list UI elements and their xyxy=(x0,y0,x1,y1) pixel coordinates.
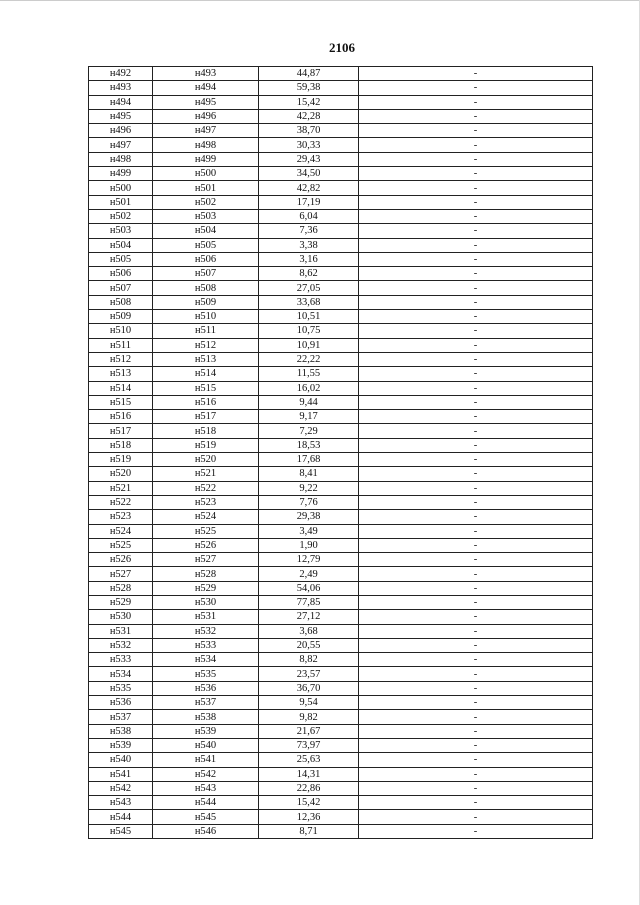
from-point-cell: н501 xyxy=(89,195,153,209)
to-point-cell: н494 xyxy=(153,81,259,95)
note-cell: - xyxy=(359,352,593,366)
table-row xyxy=(89,181,593,195)
length-cell: 10,51 xyxy=(259,310,359,324)
table-row xyxy=(89,681,593,695)
from-point-cell: н495 xyxy=(89,109,153,123)
length-cell: 3,68 xyxy=(259,624,359,638)
table-row xyxy=(89,252,593,266)
table-row xyxy=(89,653,593,667)
table-row xyxy=(89,467,593,481)
length-cell: 7,36 xyxy=(259,224,359,238)
from-point-cell: н519 xyxy=(89,453,153,467)
table-row xyxy=(89,667,593,681)
to-point-cell: н521 xyxy=(153,467,259,481)
from-point-cell: н505 xyxy=(89,252,153,266)
from-point-cell: н537 xyxy=(89,710,153,724)
to-point-cell: н516 xyxy=(153,395,259,409)
to-point-cell: н546 xyxy=(153,824,259,838)
length-cell: 77,85 xyxy=(259,595,359,609)
note-cell: - xyxy=(359,467,593,481)
to-point-cell: н527 xyxy=(153,553,259,567)
note-cell: - xyxy=(359,109,593,123)
to-point-cell: н542 xyxy=(153,767,259,781)
from-point-cell: н498 xyxy=(89,152,153,166)
table-row xyxy=(89,424,593,438)
from-point-cell: н526 xyxy=(89,553,153,567)
to-point-cell: н536 xyxy=(153,681,259,695)
to-point-cell: н525 xyxy=(153,524,259,538)
from-point-cell: н514 xyxy=(89,381,153,395)
to-point-cell: н543 xyxy=(153,781,259,795)
to-point-cell: н502 xyxy=(153,195,259,209)
length-cell: 18,53 xyxy=(259,438,359,452)
from-point-cell: н497 xyxy=(89,138,153,152)
table-row xyxy=(89,610,593,624)
from-point-cell: н494 xyxy=(89,95,153,109)
table-row xyxy=(89,524,593,538)
from-point-cell: н512 xyxy=(89,352,153,366)
from-point-cell: н541 xyxy=(89,767,153,781)
table-row xyxy=(89,595,593,609)
from-point-cell: н508 xyxy=(89,295,153,309)
note-cell: - xyxy=(359,424,593,438)
to-point-cell: н534 xyxy=(153,653,259,667)
table-row xyxy=(89,710,593,724)
note-cell: - xyxy=(359,710,593,724)
length-cell: 10,91 xyxy=(259,338,359,352)
note-cell: - xyxy=(359,124,593,138)
table-row xyxy=(89,209,593,223)
to-point-cell: н541 xyxy=(153,753,259,767)
note-cell: - xyxy=(359,681,593,695)
length-cell: 44,87 xyxy=(259,67,359,81)
table-row xyxy=(89,453,593,467)
note-cell: - xyxy=(359,410,593,424)
length-cell: 15,42 xyxy=(259,95,359,109)
table-row xyxy=(89,753,593,767)
note-cell: - xyxy=(359,67,593,81)
table-row xyxy=(89,481,593,495)
to-point-cell: н530 xyxy=(153,595,259,609)
table-row xyxy=(89,138,593,152)
from-point-cell: н522 xyxy=(89,495,153,509)
to-point-cell: н539 xyxy=(153,724,259,738)
length-cell: 3,49 xyxy=(259,524,359,538)
note-cell: - xyxy=(359,281,593,295)
from-point-cell: н521 xyxy=(89,481,153,495)
from-point-cell: н496 xyxy=(89,124,153,138)
length-cell: 16,02 xyxy=(259,381,359,395)
note-cell: - xyxy=(359,152,593,166)
from-point-cell: н503 xyxy=(89,224,153,238)
from-point-cell: н493 xyxy=(89,81,153,95)
table-row xyxy=(89,767,593,781)
table-body xyxy=(89,67,593,839)
note-cell: - xyxy=(359,338,593,352)
to-point-cell: н524 xyxy=(153,510,259,524)
table-row xyxy=(89,438,593,452)
note-cell: - xyxy=(359,810,593,824)
to-point-cell: н499 xyxy=(153,152,259,166)
from-point-cell: н507 xyxy=(89,281,153,295)
to-point-cell: н506 xyxy=(153,252,259,266)
length-cell: 29,38 xyxy=(259,510,359,524)
from-point-cell: н545 xyxy=(89,824,153,838)
note-cell: - xyxy=(359,538,593,552)
from-point-cell: н511 xyxy=(89,338,153,352)
to-point-cell: н515 xyxy=(153,381,259,395)
to-point-cell: н540 xyxy=(153,738,259,752)
from-point-cell: н540 xyxy=(89,753,153,767)
note-cell: - xyxy=(359,781,593,795)
table-row xyxy=(89,724,593,738)
from-point-cell: н532 xyxy=(89,638,153,652)
length-cell: 38,70 xyxy=(259,124,359,138)
table-row xyxy=(89,696,593,710)
from-point-cell: н544 xyxy=(89,810,153,824)
table-row xyxy=(89,195,593,209)
table-row xyxy=(89,295,593,309)
table-row xyxy=(89,738,593,752)
note-cell: - xyxy=(359,481,593,495)
note-cell: - xyxy=(359,181,593,195)
length-cell: 11,55 xyxy=(259,367,359,381)
note-cell: - xyxy=(359,567,593,581)
to-point-cell: н503 xyxy=(153,209,259,223)
note-cell: - xyxy=(359,667,593,681)
to-point-cell: н523 xyxy=(153,495,259,509)
segments-table xyxy=(88,66,593,839)
length-cell: 8,41 xyxy=(259,467,359,481)
to-point-cell: н518 xyxy=(153,424,259,438)
to-point-cell: н510 xyxy=(153,310,259,324)
table-row xyxy=(89,567,593,581)
note-cell: - xyxy=(359,95,593,109)
note-cell: - xyxy=(359,696,593,710)
length-cell: 8,62 xyxy=(259,267,359,281)
table-row xyxy=(89,810,593,824)
from-point-cell: н520 xyxy=(89,467,153,481)
note-cell: - xyxy=(359,209,593,223)
length-cell: 12,79 xyxy=(259,553,359,567)
table-row xyxy=(89,224,593,238)
length-cell: 1,90 xyxy=(259,538,359,552)
length-cell: 9,17 xyxy=(259,410,359,424)
table-row xyxy=(89,124,593,138)
table-row xyxy=(89,95,593,109)
from-point-cell: н538 xyxy=(89,724,153,738)
to-point-cell: н501 xyxy=(153,181,259,195)
to-point-cell: н545 xyxy=(153,810,259,824)
length-cell: 42,82 xyxy=(259,181,359,195)
length-cell: 21,67 xyxy=(259,724,359,738)
to-point-cell: н505 xyxy=(153,238,259,252)
from-point-cell: н513 xyxy=(89,367,153,381)
note-cell: - xyxy=(359,767,593,781)
page-number: 2106 xyxy=(329,40,355,55)
table-row xyxy=(89,310,593,324)
length-cell: 20,55 xyxy=(259,638,359,652)
note-cell: - xyxy=(359,367,593,381)
note-cell: - xyxy=(359,81,593,95)
table-row xyxy=(89,581,593,595)
note-cell: - xyxy=(359,495,593,509)
length-cell: 12,36 xyxy=(259,810,359,824)
note-cell: - xyxy=(359,324,593,338)
from-point-cell: н535 xyxy=(89,681,153,695)
table-row xyxy=(89,538,593,552)
length-cell: 9,22 xyxy=(259,481,359,495)
from-point-cell: н517 xyxy=(89,424,153,438)
to-point-cell: н529 xyxy=(153,581,259,595)
to-point-cell: н512 xyxy=(153,338,259,352)
from-point-cell: н515 xyxy=(89,395,153,409)
length-cell: 15,42 xyxy=(259,796,359,810)
from-point-cell: н539 xyxy=(89,738,153,752)
note-cell: - xyxy=(359,610,593,624)
table-row xyxy=(89,81,593,95)
from-point-cell: н523 xyxy=(89,510,153,524)
from-point-cell: н506 xyxy=(89,267,153,281)
to-point-cell: н500 xyxy=(153,167,259,181)
to-point-cell: н498 xyxy=(153,138,259,152)
length-cell: 6,04 xyxy=(259,209,359,223)
table-row xyxy=(89,510,593,524)
note-cell: - xyxy=(359,453,593,467)
note-cell: - xyxy=(359,267,593,281)
table-row xyxy=(89,410,593,424)
length-cell: 23,57 xyxy=(259,667,359,681)
to-point-cell: н537 xyxy=(153,696,259,710)
from-point-cell: н527 xyxy=(89,567,153,581)
note-cell: - xyxy=(359,295,593,309)
note-cell: - xyxy=(359,438,593,452)
from-point-cell: н543 xyxy=(89,796,153,810)
table-row xyxy=(89,338,593,352)
table-row xyxy=(89,238,593,252)
table-row xyxy=(89,624,593,638)
from-point-cell: н524 xyxy=(89,524,153,538)
from-point-cell: н500 xyxy=(89,181,153,195)
length-cell: 7,76 xyxy=(259,495,359,509)
from-point-cell: н492 xyxy=(89,67,153,81)
length-cell: 8,71 xyxy=(259,824,359,838)
length-cell: 10,75 xyxy=(259,324,359,338)
length-cell: 54,06 xyxy=(259,581,359,595)
length-cell: 22,86 xyxy=(259,781,359,795)
length-cell: 59,38 xyxy=(259,81,359,95)
length-cell: 25,63 xyxy=(259,753,359,767)
length-cell: 17,68 xyxy=(259,453,359,467)
length-cell: 34,50 xyxy=(259,167,359,181)
table-row xyxy=(89,495,593,509)
note-cell: - xyxy=(359,138,593,152)
length-cell: 27,05 xyxy=(259,281,359,295)
note-cell: - xyxy=(359,724,593,738)
length-cell: 36,70 xyxy=(259,681,359,695)
to-point-cell: н535 xyxy=(153,667,259,681)
to-point-cell: н495 xyxy=(153,95,259,109)
from-point-cell: н510 xyxy=(89,324,153,338)
to-point-cell: н544 xyxy=(153,796,259,810)
to-point-cell: н509 xyxy=(153,295,259,309)
note-cell: - xyxy=(359,595,593,609)
from-point-cell: н533 xyxy=(89,653,153,667)
table-row xyxy=(89,553,593,567)
length-cell: 73,97 xyxy=(259,738,359,752)
table-row xyxy=(89,395,593,409)
table-row xyxy=(89,281,593,295)
note-cell: - xyxy=(359,252,593,266)
from-point-cell: н534 xyxy=(89,667,153,681)
from-point-cell: н529 xyxy=(89,595,153,609)
note-cell: - xyxy=(359,824,593,838)
to-point-cell: н519 xyxy=(153,438,259,452)
table-row xyxy=(89,152,593,166)
note-cell: - xyxy=(359,753,593,767)
note-cell: - xyxy=(359,738,593,752)
note-cell: - xyxy=(359,510,593,524)
table-row xyxy=(89,796,593,810)
from-point-cell: н525 xyxy=(89,538,153,552)
note-cell: - xyxy=(359,195,593,209)
from-point-cell: н542 xyxy=(89,781,153,795)
note-cell: - xyxy=(359,524,593,538)
note-cell: - xyxy=(359,553,593,567)
table-row xyxy=(89,324,593,338)
table-row xyxy=(89,352,593,366)
to-point-cell: н531 xyxy=(153,610,259,624)
to-point-cell: н538 xyxy=(153,710,259,724)
table-row xyxy=(89,638,593,652)
to-point-cell: н522 xyxy=(153,481,259,495)
from-point-cell: н516 xyxy=(89,410,153,424)
note-cell: - xyxy=(359,238,593,252)
to-point-cell: н528 xyxy=(153,567,259,581)
note-cell: - xyxy=(359,167,593,181)
from-point-cell: н536 xyxy=(89,696,153,710)
to-point-cell: н504 xyxy=(153,224,259,238)
table-row xyxy=(89,167,593,181)
length-cell: 33,68 xyxy=(259,295,359,309)
length-cell: 17,19 xyxy=(259,195,359,209)
to-point-cell: н493 xyxy=(153,67,259,81)
to-point-cell: н520 xyxy=(153,453,259,467)
table-row xyxy=(89,381,593,395)
length-cell: 9,44 xyxy=(259,395,359,409)
note-cell: - xyxy=(359,395,593,409)
to-point-cell: н507 xyxy=(153,267,259,281)
from-point-cell: н528 xyxy=(89,581,153,595)
to-point-cell: н496 xyxy=(153,109,259,123)
from-point-cell: н504 xyxy=(89,238,153,252)
note-cell: - xyxy=(359,581,593,595)
to-point-cell: н511 xyxy=(153,324,259,338)
table-row xyxy=(89,267,593,281)
to-point-cell: н514 xyxy=(153,367,259,381)
length-cell: 27,12 xyxy=(259,610,359,624)
to-point-cell: н497 xyxy=(153,124,259,138)
note-cell: - xyxy=(359,638,593,652)
table-row xyxy=(89,824,593,838)
to-point-cell: н526 xyxy=(153,538,259,552)
from-point-cell: н531 xyxy=(89,624,153,638)
to-point-cell: н532 xyxy=(153,624,259,638)
table-row xyxy=(89,367,593,381)
note-cell: - xyxy=(359,381,593,395)
from-point-cell: н518 xyxy=(89,438,153,452)
to-point-cell: н513 xyxy=(153,352,259,366)
table-row xyxy=(89,781,593,795)
table-row xyxy=(89,109,593,123)
length-cell: 8,82 xyxy=(259,653,359,667)
note-cell: - xyxy=(359,310,593,324)
length-cell: 9,54 xyxy=(259,696,359,710)
length-cell: 29,43 xyxy=(259,152,359,166)
length-cell: 42,28 xyxy=(259,109,359,123)
length-cell: 2,49 xyxy=(259,567,359,581)
length-cell: 3,16 xyxy=(259,252,359,266)
table-row xyxy=(89,67,593,81)
length-cell: 3,38 xyxy=(259,238,359,252)
length-cell: 9,82 xyxy=(259,710,359,724)
note-cell: - xyxy=(359,653,593,667)
length-cell: 22,22 xyxy=(259,352,359,366)
from-point-cell: н502 xyxy=(89,209,153,223)
page-edge-top xyxy=(0,0,640,1)
from-point-cell: н499 xyxy=(89,167,153,181)
length-cell: 30,33 xyxy=(259,138,359,152)
from-point-cell: н509 xyxy=(89,310,153,324)
note-cell: - xyxy=(359,624,593,638)
length-cell: 7,29 xyxy=(259,424,359,438)
note-cell: - xyxy=(359,796,593,810)
to-point-cell: н517 xyxy=(153,410,259,424)
note-cell: - xyxy=(359,224,593,238)
to-point-cell: н533 xyxy=(153,638,259,652)
from-point-cell: н530 xyxy=(89,610,153,624)
length-cell: 14,31 xyxy=(259,767,359,781)
to-point-cell: н508 xyxy=(153,281,259,295)
